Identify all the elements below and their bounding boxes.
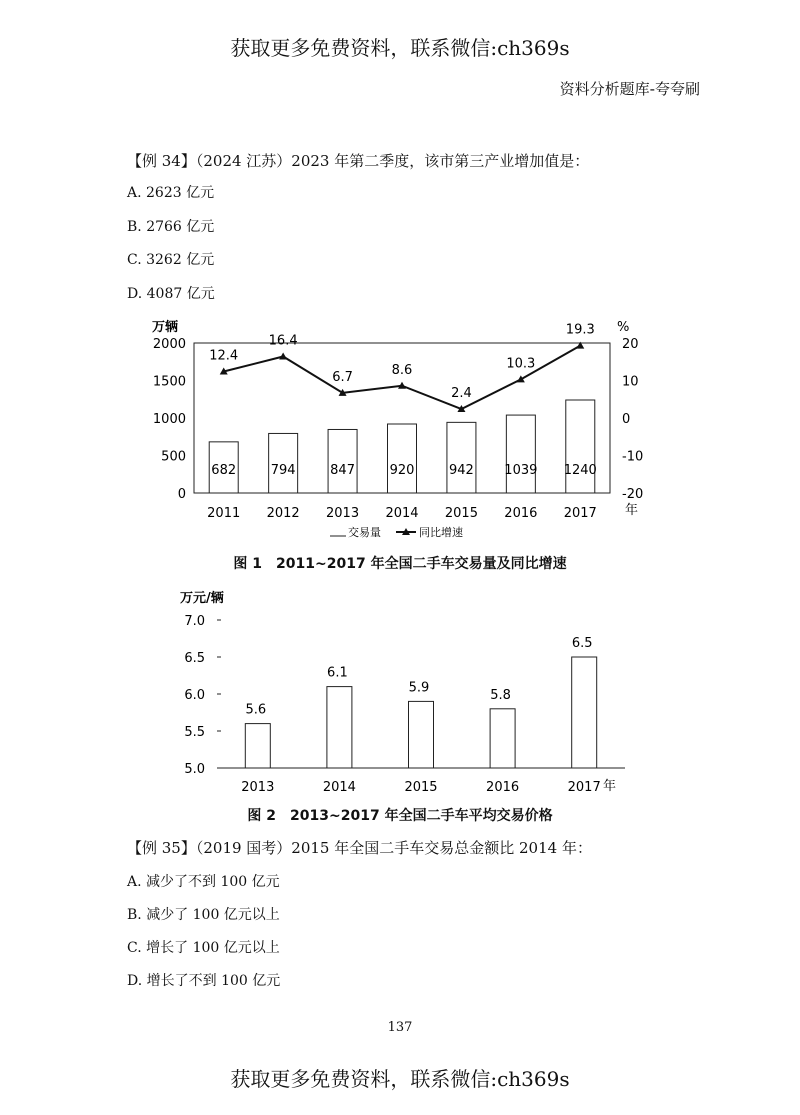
growth-value-label: 10.3 (506, 356, 536, 372)
growth-value-label: 6.7 (332, 369, 353, 385)
bar (327, 687, 352, 768)
x-tick-label: 2015 (444, 506, 478, 521)
growth-value-label: 8.6 (391, 362, 413, 378)
q34-option-d: D. 4087 亿元 (127, 286, 215, 302)
x-tick-label: 2015 (404, 780, 438, 795)
y-tick-label: 5.5 (184, 725, 205, 740)
bar-value-label: 682 (211, 463, 237, 478)
q35-option-c: C. 增长了 100 亿元以上 (127, 940, 280, 956)
bar (245, 724, 270, 768)
bar-value-label: 6.5 (571, 636, 593, 651)
growth-value-label: 2.4 (451, 386, 472, 401)
x-tick-label: 2012 (266, 506, 300, 521)
bar (447, 422, 476, 493)
x-axis-label: 年 (603, 779, 617, 794)
y-tick-label-right: 0 (622, 412, 631, 427)
chart-1 (0, 310, 800, 540)
y-axis-label: 万元/辆 (180, 591, 224, 606)
question-35-stem: 【例 35】（2019 国考）2015 年全国二手车交易总金额比 2014 年： (127, 839, 592, 857)
x-tick-label: 2016 (504, 506, 538, 521)
bar (388, 424, 417, 493)
y-tick-label-right: -10 (622, 449, 644, 465)
y-tick-label-left: 1000 (152, 412, 186, 427)
bar-value-label: 794 (270, 463, 296, 478)
y-tick-label: 6.5 (184, 651, 205, 666)
bar (504, 415, 538, 493)
growth-value-label: 16.4 (268, 333, 298, 349)
y-tick-label: 7.0 (184, 614, 205, 629)
q34-option-a: A. 2623 亿元 (127, 185, 215, 201)
bar-value-label: 5.9 (408, 680, 430, 696)
y-tick-label-right: 20 (622, 337, 639, 352)
watermark-bottom: 获取更多免费资料，联系微信:ch369s (230, 1067, 570, 1091)
growth-value-label: 12.4 (209, 348, 239, 364)
page-number: 137 (387, 1020, 413, 1035)
chart-2-caption: 图 2 2013~2017 年全国二手车平均交易价格 (247, 808, 553, 824)
q35-option-d: D. 增长了不到 100 亿元 (127, 973, 281, 989)
x-tick-label: 2016 (486, 780, 520, 795)
q35-option-a: A. 减少了不到 100 亿元 (127, 874, 280, 890)
legend-line-label: 同比增速 (419, 526, 463, 539)
bar-value-label: 5.8 (490, 687, 511, 703)
y-axis-label-right: % (617, 320, 630, 335)
bar-value-label: 942 (449, 463, 474, 478)
q34-option-b: B. 2766 亿元 (127, 219, 215, 235)
bar-value-label: 6.1 (327, 665, 348, 681)
q35-option-b: B. 减少了 100 亿元以上 (127, 907, 280, 923)
bar (328, 429, 357, 493)
legend-bar-label: 交易量 (348, 526, 381, 539)
y-tick-label-left: 500 (161, 449, 186, 465)
x-tick-label: 2017 (563, 506, 597, 521)
growth-marker (279, 353, 287, 360)
x-tick-label: 2014 (385, 506, 419, 521)
q34-option-c: C. 3262 亿元 (127, 252, 215, 268)
x-tick-label: 2013 (241, 780, 275, 795)
bar-value-label: 1240 (563, 463, 597, 478)
y-tick-label-left: 2000 (152, 337, 186, 352)
bar-value-label: 1039 (504, 463, 538, 478)
x-tick-label: 2011 (207, 506, 241, 521)
x-tick-label: 2014 (322, 780, 356, 795)
x-tick-label: 2013 (326, 506, 360, 521)
chart-1-caption: 图 1 2011~2017 年全国二手车交易量及同比增速 (233, 556, 567, 572)
x-tick-label: 2017 (567, 780, 601, 795)
watermark-top: 获取更多免费资料，联系微信:ch369s (230, 36, 570, 60)
bar-value-label: 920 (389, 463, 415, 478)
y-tick-label: 5.0 (184, 762, 205, 777)
y-tick-label-left: 0 (177, 487, 186, 502)
question-34-stem: 【例 34】（2024 江苏）2023 年第二季度，该市第三产业增加值是： (127, 152, 590, 170)
chart-2 (0, 580, 800, 795)
y-tick-label-right: 10 (622, 374, 639, 390)
bar (572, 657, 597, 768)
header-title: 资料分析题库-夸夸刷 (559, 80, 700, 98)
bar (409, 701, 434, 768)
bar-value-label: 847 (330, 463, 355, 478)
bar (563, 400, 597, 493)
bar (490, 709, 515, 768)
x-axis-label: 年 (625, 503, 639, 518)
growth-value-label: 19.3 (565, 322, 595, 338)
y-tick-label-left: 1500 (152, 374, 186, 390)
y-axis-label-left: 万辆 (152, 320, 179, 335)
y-tick-label: 6.0 (184, 688, 205, 703)
y-tick-label-right: -20 (622, 487, 644, 502)
bar-value-label: 5.6 (245, 702, 267, 718)
